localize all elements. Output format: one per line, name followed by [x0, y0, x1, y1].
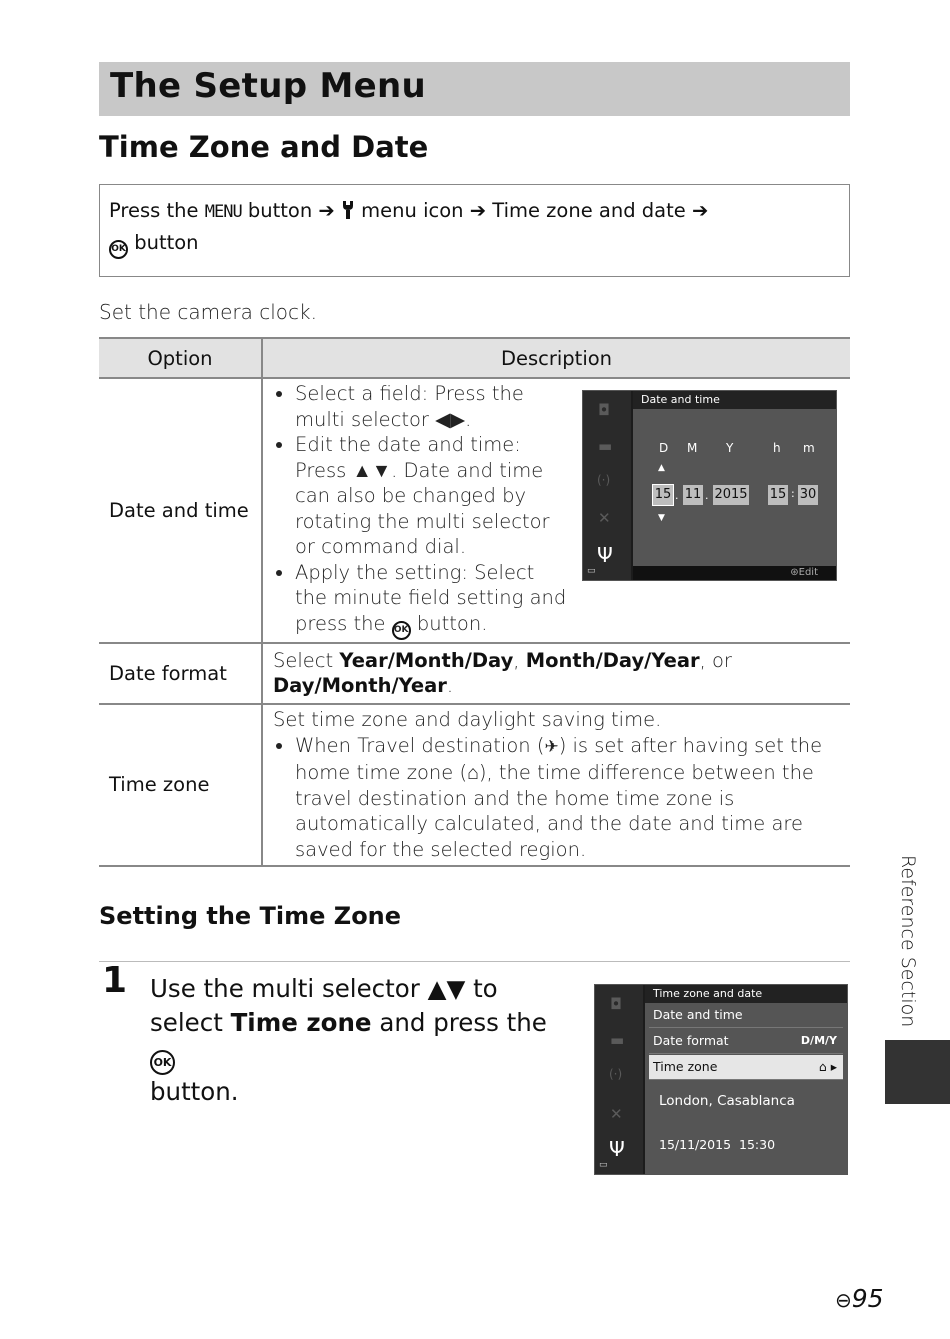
field-label: h	[773, 441, 781, 455]
menu-item-label: Date format	[653, 1033, 729, 1048]
separator: .	[675, 489, 679, 502]
format-option: Year/Month/Day	[339, 648, 514, 672]
desc-text: Set time zone and daylight saving time.	[273, 708, 662, 732]
camera-screen-date-time	[582, 390, 837, 581]
travel-destination-icon: ✈	[544, 736, 559, 757]
home-icon: ⌂	[467, 761, 479, 785]
side-tab	[885, 1040, 950, 1104]
field-label: M	[687, 441, 698, 455]
menu-icon-rail	[583, 391, 631, 580]
step-text-part: button.	[150, 1077, 239, 1107]
screen-footer	[633, 566, 836, 580]
step-text-part: Use the multi selector ▲▼ to select	[150, 974, 498, 1037]
step-text-part: and press the	[371, 1007, 547, 1037]
format-option: Month/Day/Year	[525, 648, 700, 672]
year-field[interactable]: 2015	[713, 485, 749, 505]
movie-icon: ▬	[598, 437, 613, 455]
table-row	[99, 704, 850, 866]
up-arrow-icon: ▲	[658, 463, 665, 473]
month-field[interactable]: 11	[683, 485, 703, 505]
ok-button-icon: OK	[150, 1050, 175, 1075]
bullet-text: ), the time difference between the travel destination and the home time zone is automatically calculated, and the date and time are saved for the selected region.	[295, 761, 814, 861]
gps-icon: ✕	[610, 1105, 623, 1123]
nav-text: Press the	[109, 199, 199, 222]
menu-item-time-zone[interactable]	[649, 1055, 843, 1080]
reference-section-icon: ⊖	[835, 1288, 852, 1312]
list-item: • Select a field: Press the multi selector ◀▶.	[295, 381, 570, 432]
bullet-text: Apply the setting: Select the minute field setting and press the	[295, 560, 567, 635]
minute-field[interactable]: 30	[798, 485, 818, 505]
bullet-list	[273, 733, 849, 863]
format-option: Day/Month/Year	[273, 674, 447, 698]
table-header-row	[99, 338, 850, 378]
separator: .	[705, 489, 709, 502]
edit-hint: Edit	[798, 567, 818, 578]
home-icon: ⌂ ▸	[818, 1059, 837, 1074]
bullet-text: When Travel destination (	[295, 733, 545, 757]
desc-text: , or	[699, 648, 732, 672]
desc-text: .	[446, 674, 454, 698]
battery-icon: ▭	[599, 1160, 608, 1170]
screen-title: Time zone and date	[645, 985, 847, 1003]
field-label: m	[803, 441, 815, 455]
command-dial-icon: ⊛	[790, 567, 799, 578]
subheading: Setting the Time Zone	[99, 902, 402, 930]
bullet-list	[273, 381, 570, 640]
down-arrow-icon: ▼	[658, 513, 665, 523]
time-zone-city: London, Casablanca	[659, 1093, 795, 1109]
hour-field[interactable]: 15	[768, 485, 788, 505]
bullet-text: button.	[416, 611, 488, 635]
page-number-text: 95	[851, 1284, 884, 1313]
screen-panel	[633, 391, 836, 566]
menu-path-box	[99, 184, 850, 277]
day-field[interactable]: 15	[653, 485, 673, 505]
section-title: The Setup Menu	[110, 66, 426, 106]
option-description	[262, 704, 850, 866]
field-label: D	[659, 441, 669, 455]
divider	[99, 961, 850, 962]
table-header: Option	[99, 338, 262, 378]
menu-path-line1	[109, 199, 708, 222]
list-item	[295, 733, 849, 863]
gps-icon: ✕	[598, 509, 611, 527]
page-number	[835, 1284, 884, 1313]
menu-item-date-time[interactable]	[649, 1003, 843, 1028]
camera-icon: ◘	[610, 995, 622, 1013]
camera-screen-time-zone	[594, 984, 848, 1175]
menu-item-label: Time zone	[653, 1059, 718, 1074]
wrench-icon	[341, 200, 355, 220]
movie-icon: ▬	[610, 1031, 625, 1049]
arrow-icon: ➔	[469, 199, 487, 222]
table-header: Description	[262, 338, 850, 378]
step-menu-item: Time zone	[230, 1007, 372, 1037]
side-label	[891, 855, 921, 1028]
ok-button-icon: OK	[109, 240, 128, 259]
field-label: Y	[726, 441, 734, 455]
current-datetime: 15/11/2015 15:30	[659, 1137, 776, 1152]
menu-key-label: MENU	[204, 202, 242, 222]
battery-icon: ▭	[587, 566, 596, 576]
table-row	[99, 643, 850, 704]
wrench-icon: Ψ	[597, 543, 613, 567]
camera-icon: ◘	[598, 401, 610, 419]
menu-icon-rail	[595, 985, 643, 1174]
nav-text: menu icon	[361, 199, 464, 222]
step-text	[150, 972, 570, 1109]
side-label-text: Reference Section	[897, 855, 919, 1028]
arrow-icon: ➔	[318, 199, 335, 222]
option-name: Date format	[99, 643, 262, 704]
nav-text: button	[134, 231, 199, 254]
wrench-icon: Ψ	[609, 1137, 625, 1161]
list-item: • Edit the date and time: Press ▲▼. Date and time can also be changed by rotating the multi selector or command dial.	[295, 432, 570, 560]
option-description	[262, 643, 850, 704]
ok-button-icon: OK	[392, 621, 411, 640]
page-heading: Time Zone and Date	[99, 130, 429, 164]
intro-text: Set the camera clock.	[99, 300, 317, 324]
step-number: 1	[102, 960, 128, 1001]
desc-text: ,	[513, 648, 526, 672]
menu-item-date-format[interactable]	[649, 1029, 843, 1054]
wireless-icon: (·)	[597, 473, 611, 487]
menu-path-line2	[109, 231, 199, 259]
bullet-text: ) is set after having set the home time zone (	[295, 733, 823, 785]
list-item	[295, 560, 570, 640]
screen-title: Date and time	[633, 391, 836, 409]
arrow-icon: ➔	[691, 199, 709, 222]
separator: :	[791, 487, 795, 500]
menu-item-label: Date and time	[653, 1007, 743, 1022]
nav-text: button	[247, 199, 313, 222]
desc-text: Select	[273, 648, 340, 672]
option-name: Date and time	[99, 378, 262, 643]
date-format-value: D/M/Y	[800, 1034, 837, 1047]
nav-text: Time zone and date	[492, 199, 686, 222]
screen-panel	[645, 985, 847, 1174]
option-name: Time zone	[99, 704, 262, 866]
wireless-icon: (·)	[609, 1067, 623, 1081]
